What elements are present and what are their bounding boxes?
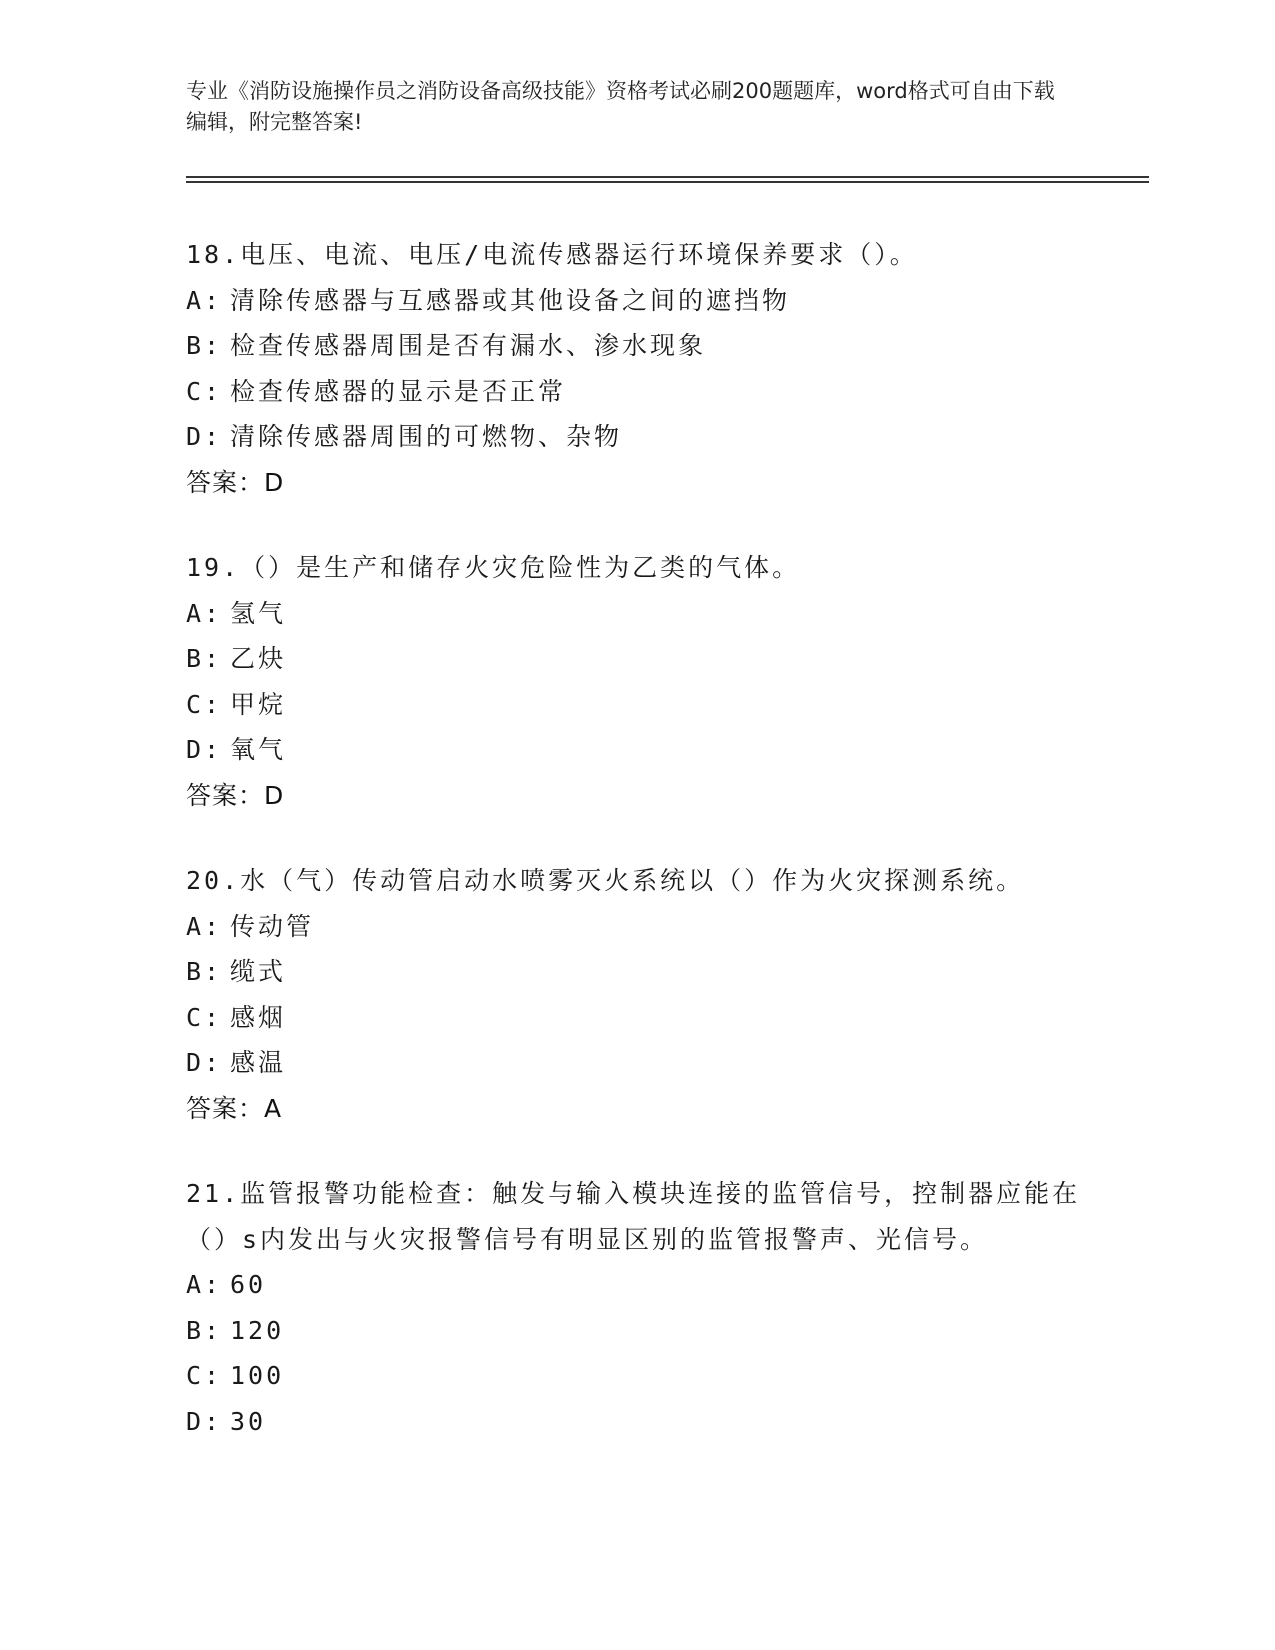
option-key: B: (186, 644, 223, 673)
question-list (186, 232, 1086, 1484)
option-d (186, 727, 1086, 773)
option-key: A: (186, 1270, 223, 1299)
option-key: D: (186, 422, 223, 451)
option-key: C: (186, 1002, 223, 1032)
option-key: D: (186, 1048, 223, 1077)
option-b (186, 636, 1086, 682)
option-text: 30 (230, 1406, 267, 1436)
question-text: 21.监管报警功能检查：触发与输入模块连接的监管信号，控制器应能在（）s内发出与火灾报警信号有明显区别的监管报警声、光信号。 (186, 1179, 1081, 1254)
answer-line (186, 1086, 1086, 1132)
option-text: 传动管 (230, 911, 315, 941)
answer-line (186, 460, 1086, 506)
option-text: 氧气 (230, 735, 287, 764)
option-c (186, 369, 1086, 415)
question-text: 20.水（气）传动管启动水喷雾灭火系统以（）作为火灾探测系统。 (186, 866, 1025, 895)
option-d (186, 1040, 1086, 1086)
option-text: 检查传感器的显示是否正常 (230, 376, 567, 406)
option-d (186, 414, 1086, 460)
option-key: B: (186, 1315, 223, 1345)
option-key: D: (186, 735, 223, 764)
option-text: 检查传感器周围是否有漏水、渗水现象 (230, 331, 707, 360)
option-text: 60 (230, 1270, 267, 1299)
option-a (186, 904, 1086, 950)
option-text: 感烟 (230, 1002, 287, 1032)
answer-label: 答案： (186, 467, 265, 497)
question-19 (186, 545, 1086, 818)
answer-value: A (264, 1093, 283, 1123)
answer-line (186, 773, 1086, 819)
option-key: A: (186, 911, 223, 941)
option-c (186, 1353, 1086, 1399)
option-a (186, 278, 1086, 324)
question-20 (186, 858, 1086, 1131)
option-a (186, 591, 1086, 637)
option-text: 缆式 (230, 957, 287, 986)
question-18 (186, 232, 1086, 505)
answer-value: D (264, 467, 285, 497)
option-d (186, 1399, 1086, 1445)
answer-value: D (264, 780, 285, 810)
document-header: 专业《消防设施操作员之消防设备高级技能》资格考试必刷200题题库，word格式可自由下载编辑，附完整答案! (186, 79, 1055, 134)
header-rule-top (186, 176, 1149, 178)
option-key: C: (186, 376, 223, 406)
header-rule-bottom (186, 181, 1149, 183)
option-text: 氢气 (230, 598, 287, 628)
option-b (186, 1308, 1086, 1354)
option-b (186, 949, 1086, 995)
option-key: B: (186, 331, 223, 360)
option-text: 感温 (230, 1048, 287, 1077)
option-text: 清除传感器与互感器或其他设备之间的遮挡物 (230, 285, 791, 315)
option-a (186, 1262, 1086, 1308)
option-c (186, 682, 1086, 728)
option-key: C: (186, 1361, 223, 1390)
option-text: 清除传感器周围的可燃物、杂物 (230, 422, 623, 451)
option-key: C: (186, 689, 223, 719)
option-key: D: (186, 1406, 223, 1436)
option-text: 100 (230, 1361, 285, 1390)
question-21 (186, 1171, 1086, 1444)
question-text: 19.（）是生产和储存火灾危险性为乙类的气体。 (186, 553, 801, 582)
answer-label: 答案： (186, 780, 265, 810)
question-text: 18.电压、电流、电压/电流传感器运行环境保养要求（）。 (186, 240, 918, 269)
option-key: A: (186, 285, 223, 315)
option-text: 甲烷 (230, 689, 287, 719)
option-key: B: (186, 957, 223, 986)
option-text: 120 (230, 1315, 285, 1345)
option-b (186, 323, 1086, 369)
option-text: 乙炔 (230, 644, 287, 673)
answer-label: 答案： (186, 1093, 265, 1123)
option-key: A: (186, 598, 223, 628)
option-c (186, 995, 1086, 1041)
